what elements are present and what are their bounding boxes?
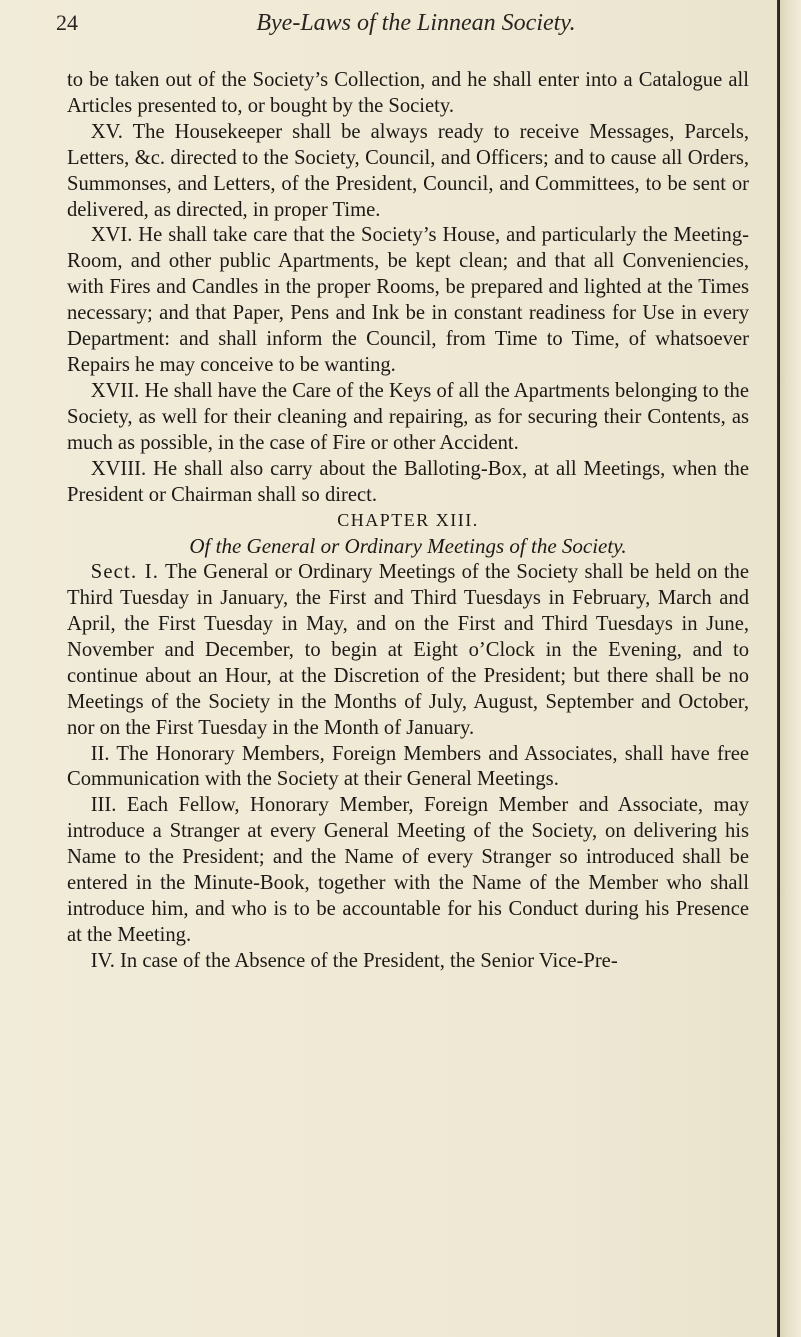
facing-page-edge xyxy=(777,0,801,1337)
section-i xyxy=(67,560,749,741)
chapter-subtitle: Of the General or Ordinary Meetings of the Society. xyxy=(189,534,627,559)
running-title: Bye-Laws of the Linnean Society. xyxy=(256,10,576,36)
page-body xyxy=(67,68,749,975)
section-i-text: The General or Ordinary Meetings of the Society shall be held on the Third Tuesday in January, the First and Third Tuesdays in February, March and April, the First Tuesday in May, and on the First and Third Tuesdays in June, November and December, to begin at Eight o’Clock in the Evening, and to continue about an Hour, at the Discretion of the President; but there shall be no Meetings of the Society in the Months of July, August, September and October, nor on the First Tuesday in the Month of January. xyxy=(67,561,749,739)
article-xviii: XVIII. He shall also carry about the Balloting-Box, at all Meetings, when the President or Chairman shall so direct. xyxy=(67,457,749,506)
article-xvii: XVII. He shall have the Care of the Keys of all the Apartments belonging to the Society, as well for their cleaning and repairing, as for securing their Contents, as much as possible, in the case of Fire or other Accident. xyxy=(67,379,749,454)
article-xvi: XVI. He shall take care that the Society’s House, and particularly the Meeting-Room, and other public Apartments, be kept clean; and that all Conveniencies, with Fires and Candles in the proper Rooms, be prepared and lighted at the Times necessary; and that Paper, Pens and Ink be in constant readiness for Use in every Department: and shall inform the Council, from Time to Time, of whatsoever Repairs he may conceive to be wanting. xyxy=(67,224,749,376)
section-ii: II. The Honorary Members, Foreign Members and Associates, shall have free Communication with the Society at their General Meetings. xyxy=(67,742,749,791)
page-number: 24 xyxy=(56,10,78,35)
running-head xyxy=(56,10,746,50)
section-label: Sect. I. xyxy=(90,561,160,584)
paragraph-continuation: to be taken out of the Society’s Collection, and he shall enter into a Catalogue all Articles presented to, or bought by the Society. xyxy=(67,69,749,117)
gutter-shadow-line xyxy=(778,0,780,1337)
section-iv: IV. In case of the Absence of the President, the Senior Vice-Pre- xyxy=(90,949,618,972)
section-iii: III. Each Fellow, Honorary Member, Foreign Member and Associate, may introduce a Stranger at every General Meeting of the Society, on delivering his Name to the President; and the Name of every Stranger so introduced shall be entered in the Minute-Book, together with the Name of the Member who shall introduce him, and who is to be accountable for his Conduct during his Presence at the Meeting. xyxy=(67,794,749,946)
chapter-heading: CHAPTER XIII. xyxy=(337,510,479,531)
article-xv: XV. The Housekeeper shall be always ready to receive Messages, Parcels, Letters, &c. directed to the Society, Council, and Officers; and to cause all Orders, Summonses, and Letters, of the President, Council, and Committees, to be sent or delivered, as directed, in proper Time. xyxy=(67,120,749,221)
